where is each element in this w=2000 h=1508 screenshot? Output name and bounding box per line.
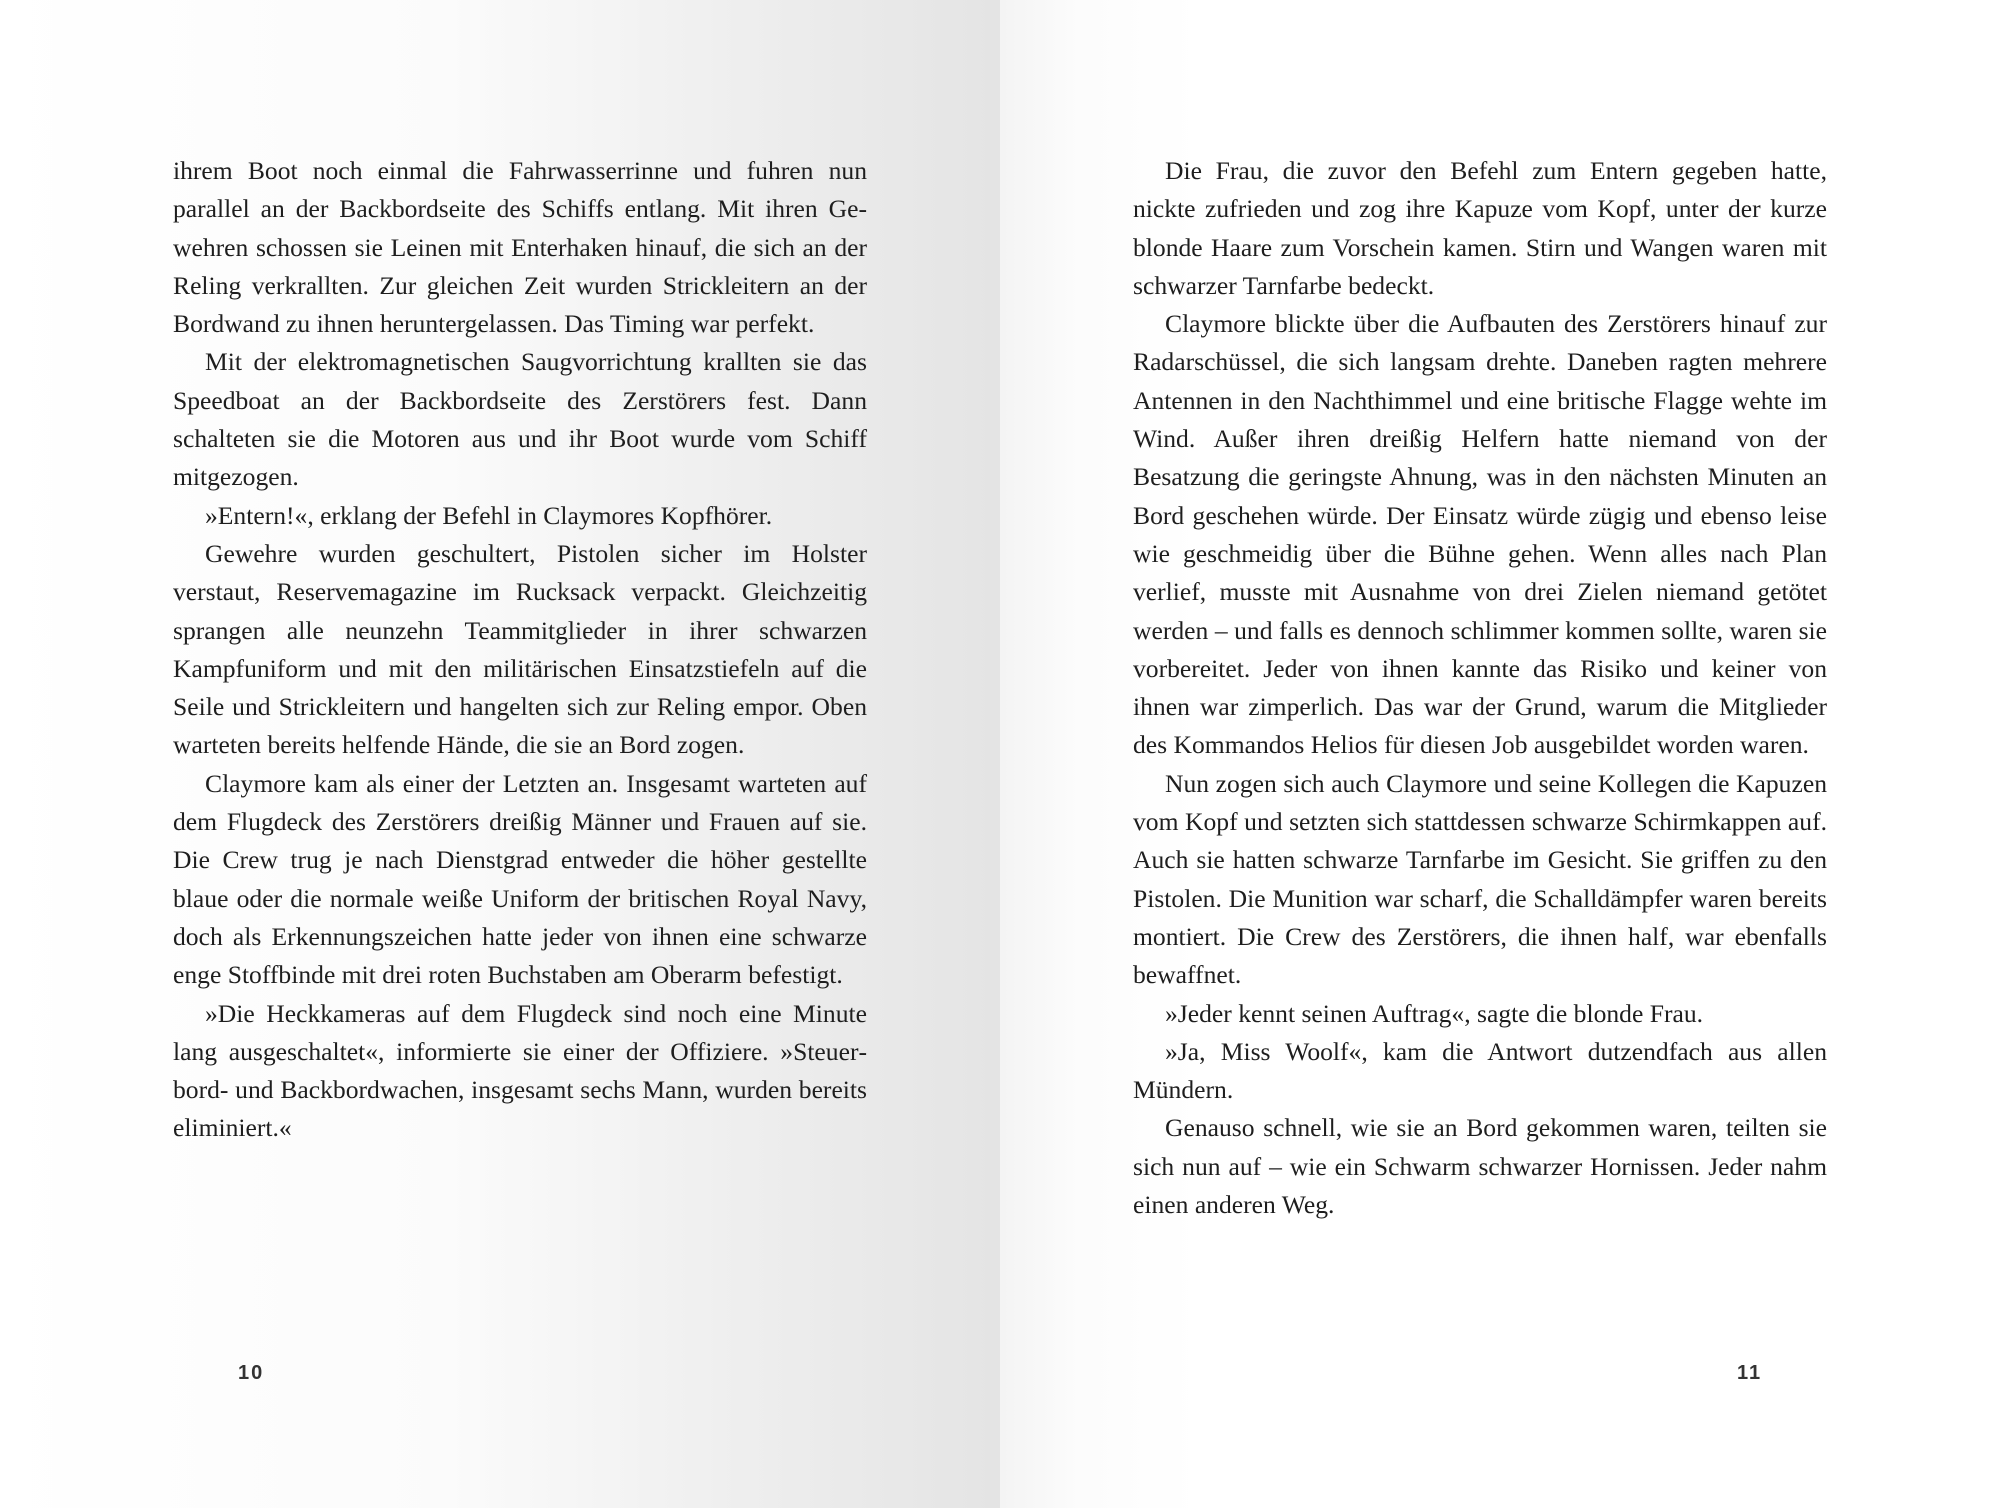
paragraph: Mit der elektromagnetischen Saugvorrichtung krallten sie das Speedboat an der Backbordseite des Zerstörers fest. Dann schalteten sie die Motoren aus und ihr Boot wurde vom Schiff mitgezogen. <box>173 347 867 492</box>
paragraph: »Jeder kennt seinen Auftrag«, sagte die blonde Frau. <box>1165 998 1704 1028</box>
paragraph: ihrem Boot noch einmal die Fahrwasserrinne und fuhren nun parallel an der Backbordseite des Schiffs entlang. Mit ihren Gewehren schossen sie Leinen mit Enterhaken hinauf, die sich an der Reling verkrallten. Zur gleichen Zeit wurden Strickleitern an der Bordwand zu ihnen heruntergelassen. Das Timing war perfekt. <box>173 156 867 339</box>
paragraph: Genauso schnell, wie sie an Bord gekommen waren, teilten sie sich nun auf – wie ein Schwarm schwarzer Hornissen. Jeder nahm einen anderen Weg. <box>1133 1113 1827 1220</box>
paragraph: Claymore blickte über die Aufbauten des Zerstörers hinauf zur Radarschüssel, die sich langsam drehte. Daneben ragten mehrere Antennen in den Nachthimmel und eine britische Flagge wehte im Wind. Außer ihren dreißig Helfern hatte niemand von der Besatzung die geringste Ahnung, was in den nächsten Minuten an Bord geschehen würde. Der Einsatz würde zügig und ebenso leise wie geschmeidig über die Bühne gehen. Wenn alles nach Plan verlief, musste mit Ausnahme von drei Zielen niemand getötet werden – und falls es dennoch schlimmer kommen sollte, waren sie vorbereitet. Jeder von ihnen kannte das Risiko und keiner von ihnen war zimperlich. Das war der Grund, warum die Mitglieder des Kommandos Helios für diesen Job ausgebildet worden waren. <box>1133 309 1827 760</box>
right-page-text <box>1133 152 1827 1224</box>
paragraph: »Ja, Miss Woolf«, kam die Antwort dutzendfach aus allen Mündern. <box>1133 1036 1827 1105</box>
right-page <box>1000 0 2000 1508</box>
paragraph: Die Frau, die zuvor den Befehl zum Entern gegeben hatte, nickte zufrieden und zog ihre Kapuze vom Kopf, unter der kurze blonde Haare zum Vorschein kamen. Stirn und Wangen waren mit schwarzer Tarnfarbe bedeckt. <box>1133 156 1827 300</box>
paragraph: »Entern!«, erklang der Befehl in Claymores Kopfhörer. <box>205 500 773 530</box>
paragraph: Nun zogen sich auch Claymore und seine Kollegen die Kapuzen vom Kopf und setzten sich stattdessen schwarze Schirmkappen auf. Auch sie hatten schwarze Tarnfarbe im Gesicht. Sie griffen zu den Pistolen. Die Munition war scharf, die Schalldämpfer waren bereits montiert. Die Crew des Zerstörers, die ihnen half, war ebenfalls bewaffnet. <box>1133 768 1827 990</box>
paragraph: Claymore kam als einer der Letzten an. Insgesamt warteten auf dem Flugdeck des Zerstörers dreißig Männer und Frauen auf sie. Die Crew trug je nach Dienstgrad entweder die höher gestellte blaue oder die normale weiße Uniform der britischen Royal Navy, doch als Erkennungszeichen hatte jeder von ihnen eine schwarze enge Stoffbinde mit drei roten Buchstaben am Oberarm befestigt. <box>173 768 867 990</box>
left-page-text <box>173 152 867 1148</box>
paragraph: Gewehre wurden geschultert, Pistolen sicher im Holster verstaut, Reservemagazine im Rucksack verpackt. Gleichzeitig sprangen alle neunzehn Teammitglieder in ihrer schwarzen Kampfuniform und mit den militärischen Einsatzstiefeln auf die Seile und Strickleitern und hangelten sich zur Reling empor. Oben warteten bereits helfende Hände, die sie an Bord zogen. <box>173 538 867 760</box>
page-number: 10 <box>238 1362 265 1384</box>
paragraph: »Die Heckkameras auf dem Flugdeck sind noch eine Minute lang ausgeschaltet«, informierte sie einer der Offiziere. »Steuerbord- und Backbordwachen, insgesamt sechs Mann, wurden bereits eliminiert.« <box>173 998 867 1143</box>
page-number: 11 <box>1737 1362 1763 1384</box>
